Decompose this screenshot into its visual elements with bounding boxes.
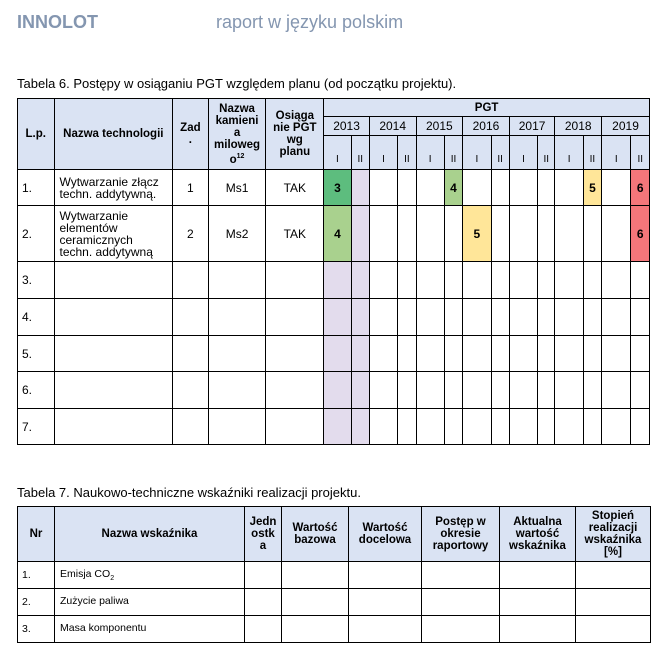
table-row	[18, 170, 650, 206]
pgt-cell	[602, 372, 631, 409]
task-number	[173, 336, 208, 372]
indicator-value-cell	[245, 616, 282, 643]
pgt-progress-table	[17, 98, 650, 445]
indicator-value-cell	[576, 562, 651, 589]
task-number	[173, 372, 208, 409]
indicator-name: Zużycie paliwa	[55, 589, 245, 616]
half-year-header: II	[538, 135, 555, 170]
half-year-header: I	[324, 135, 351, 170]
indicator-col-header: Jedn ostk a	[245, 507, 282, 562]
indicator-value-cell	[245, 562, 282, 589]
table-row	[18, 262, 650, 299]
indicator-name: Emisja $CO_2$	[55, 562, 245, 589]
pgt-cell	[369, 206, 397, 262]
pgt-cell	[351, 262, 369, 299]
pgt-cell	[583, 206, 601, 262]
indicator-number: 1.	[18, 562, 55, 589]
technology-name: Wytwarzanie elementów ceramicznych techn. addytywną	[54, 206, 173, 262]
row-number: 4.	[18, 299, 55, 336]
pgt-cell	[324, 409, 351, 445]
pgt-cell	[324, 262, 351, 299]
pgt-level-mark: 5	[583, 170, 601, 206]
pgt-cell	[416, 336, 444, 372]
indicator-col-header: Wartość docelowa	[349, 507, 422, 562]
pgt-level-mark: 6	[631, 170, 650, 206]
indicator-row	[18, 589, 651, 616]
pgt-cell	[351, 299, 369, 336]
pgt-cell	[491, 206, 509, 262]
table-row	[18, 336, 650, 372]
pgt-cell	[416, 299, 444, 336]
pgt-achieved: TAK	[266, 206, 324, 262]
technology-name: Wytwarzanie złącz techn. addytywną.	[54, 170, 173, 206]
pgt-cell	[602, 262, 631, 299]
indicator-value-cell	[500, 562, 576, 589]
pgt-cell	[509, 372, 537, 409]
pgt-cell	[444, 206, 462, 262]
pgt-cell	[538, 206, 555, 262]
pgt-cell	[555, 409, 583, 445]
year-header: 2016	[463, 117, 510, 135]
half-year-header: I	[463, 135, 491, 170]
pgt-cell	[602, 206, 631, 262]
pgt-cell	[509, 409, 537, 445]
pgt-cell	[583, 299, 601, 336]
row-number: 5.	[18, 336, 55, 372]
pgt-cell	[444, 409, 462, 445]
task-number	[173, 299, 208, 336]
pgt-cell	[491, 372, 509, 409]
company-name: INNOLOT	[17, 12, 98, 32]
milestone-name: Ms2	[208, 206, 266, 262]
indicator-col-header: Aktualna wartość wskaźnika	[500, 507, 576, 562]
pgt-level-mark: 4	[324, 206, 351, 262]
pgt-cell	[398, 206, 416, 262]
half-year-header: II	[444, 135, 462, 170]
indicator-col-header: Nr	[18, 507, 55, 562]
pgt-cell	[631, 299, 650, 336]
pgt-cell	[398, 372, 416, 409]
pgt-cell	[538, 336, 555, 372]
indicator-value-cell	[576, 616, 651, 643]
col-header-pgt-achieved: Osiąga nie PGT wg planu	[266, 99, 324, 170]
year-header: 2014	[369, 117, 416, 135]
indicator-value-cell	[245, 589, 282, 616]
pgt-cell	[538, 262, 555, 299]
pgt-cell	[583, 336, 601, 372]
pgt-cell	[463, 299, 491, 336]
pgt-cell	[631, 336, 650, 372]
pgt-cell	[555, 206, 583, 262]
pgt-cell	[509, 336, 537, 372]
pgt-cell	[369, 299, 397, 336]
pgt-level-mark: 4	[444, 170, 462, 206]
pgt-achieved: TAK	[266, 170, 324, 206]
table-row	[18, 409, 650, 445]
pgt-cell	[538, 170, 555, 206]
pgt-achieved	[266, 262, 324, 299]
indicator-number: 2.	[18, 589, 55, 616]
pgt-cell	[509, 206, 537, 262]
year-header: 2019	[602, 117, 650, 135]
pgt-cell	[583, 262, 601, 299]
year-header: 2017	[509, 117, 555, 135]
half-year-header: I	[369, 135, 397, 170]
half-year-header: II	[631, 135, 650, 170]
indicator-value-cell	[422, 589, 500, 616]
milestone-name	[208, 299, 266, 336]
table7-caption: Tabela 7. Naukowo-techniczne wskaźniki realizacji projektu.	[17, 485, 361, 500]
pgt-cell	[631, 409, 650, 445]
col-header-lp: L.p.	[18, 99, 55, 170]
row-number: 3.	[18, 262, 55, 299]
pgt-cell	[398, 409, 416, 445]
milestone-name	[208, 262, 266, 299]
pgt-cell	[398, 262, 416, 299]
row-number: 7.	[18, 409, 55, 445]
indicator-col-header: Stopień realizacji wskaźnika [%]	[576, 507, 651, 562]
pgt-cell	[631, 372, 650, 409]
pgt-cell	[463, 170, 491, 206]
pgt-cell	[509, 262, 537, 299]
pgt-cell	[416, 262, 444, 299]
pgt-cell	[369, 372, 397, 409]
pgt-cell	[583, 409, 601, 445]
pgt-cell	[491, 262, 509, 299]
pgt-cell	[602, 299, 631, 336]
table6-caption: Tabela 6. Postępy w osiąganiu PGT względem planu (od początku projektu).	[17, 76, 457, 91]
pgt-cell	[416, 170, 444, 206]
pgt-cell	[631, 262, 650, 299]
pgt-cell	[463, 409, 491, 445]
col-header-pgt: PGT	[324, 99, 650, 117]
task-number	[173, 262, 208, 299]
indicator-value-cell	[282, 589, 349, 616]
task-number: 2	[173, 206, 208, 262]
pgt-cell	[555, 262, 583, 299]
pgt-cell	[351, 206, 369, 262]
half-year-header: II	[583, 135, 601, 170]
half-year-header: I	[509, 135, 537, 170]
pgt-cell	[324, 372, 351, 409]
indicator-value-cell	[422, 562, 500, 589]
pgt-cell	[463, 372, 491, 409]
technology-name	[54, 409, 173, 445]
pgt-cell	[509, 170, 537, 206]
pgt-achieved	[266, 299, 324, 336]
milestone-name: Ms1	[208, 170, 266, 206]
indicator-col-header: Postęp w okresie raportowy	[422, 507, 500, 562]
table-row	[18, 206, 650, 262]
indicator-value-cell	[349, 589, 422, 616]
pgt-cell	[351, 170, 369, 206]
pgt-achieved	[266, 372, 324, 409]
pgt-cell	[555, 372, 583, 409]
half-year-header: I	[416, 135, 444, 170]
task-number: 1	[173, 170, 208, 206]
pgt-cell	[398, 299, 416, 336]
pgt-cell	[369, 262, 397, 299]
pgt-cell	[491, 170, 509, 206]
half-year-header: I	[555, 135, 583, 170]
indicator-value-cell	[282, 562, 349, 589]
pgt-cell	[538, 409, 555, 445]
pgt-level-mark: 3	[324, 170, 351, 206]
pgt-level-mark: 6	[631, 206, 650, 262]
pgt-cell	[555, 299, 583, 336]
milestone-name	[208, 336, 266, 372]
pgt-level-mark: 5	[463, 206, 491, 262]
pgt-cell	[538, 299, 555, 336]
half-year-header: II	[491, 135, 509, 170]
half-year-header: II	[398, 135, 416, 170]
pgt-cell	[416, 206, 444, 262]
pgt-cell	[369, 409, 397, 445]
pgt-cell	[444, 299, 462, 336]
technology-name	[54, 336, 173, 372]
technology-name	[54, 299, 173, 336]
indicators-table	[17, 506, 651, 643]
pgt-cell	[324, 299, 351, 336]
indicator-row	[18, 562, 651, 589]
half-year-header: II	[351, 135, 369, 170]
pgt-cell	[444, 336, 462, 372]
indicator-value-cell	[349, 562, 422, 589]
pgt-cell	[491, 299, 509, 336]
pgt-cell	[369, 336, 397, 372]
indicator-value-cell	[282, 616, 349, 643]
indicator-value-cell	[576, 589, 651, 616]
year-header: 2015	[416, 117, 463, 135]
year-header: 2018	[555, 117, 602, 135]
year-header: 2013	[324, 117, 370, 135]
milestone-name	[208, 372, 266, 409]
pgt-cell	[509, 299, 537, 336]
pgt-cell	[555, 336, 583, 372]
col-header-milestone: Nazwa kamieni a miloweg $o^{12}$	[208, 99, 266, 170]
pgt-cell	[555, 170, 583, 206]
row-number: 1.	[18, 170, 55, 206]
indicator-value-cell	[500, 589, 576, 616]
task-number	[173, 409, 208, 445]
pgt-cell	[583, 372, 601, 409]
pgt-cell	[491, 409, 509, 445]
pgt-cell	[369, 170, 397, 206]
half-year-header: I	[602, 135, 631, 170]
milestone-name	[208, 409, 266, 445]
row-number: 6.	[18, 372, 55, 409]
pgt-achieved	[266, 336, 324, 372]
pgt-cell	[538, 372, 555, 409]
row-number: 2.	[18, 206, 55, 262]
pgt-cell	[398, 170, 416, 206]
indicator-value-cell	[349, 616, 422, 643]
col-header-zad: Zad .	[173, 99, 208, 170]
pgt-cell	[602, 170, 631, 206]
table-row	[18, 299, 650, 336]
indicator-name: Masa komponentu	[55, 616, 245, 643]
pgt-cell	[444, 372, 462, 409]
pgt-achieved	[266, 409, 324, 445]
pgt-cell	[416, 372, 444, 409]
indicator-col-header: Nazwa wskaźnika	[55, 507, 245, 562]
pgt-cell	[491, 336, 509, 372]
indicator-row	[18, 616, 651, 643]
pgt-cell	[444, 262, 462, 299]
report-language-label: raport w języku polskim	[216, 12, 404, 32]
pgt-cell	[416, 409, 444, 445]
pgt-cell	[324, 336, 351, 372]
pgt-cell	[398, 336, 416, 372]
col-header-technology: Nazwa technologii	[54, 99, 173, 170]
pgt-cell	[602, 336, 631, 372]
pgt-cell	[351, 372, 369, 409]
pgt-cell	[351, 409, 369, 445]
indicator-col-header: Wartość bazowa	[282, 507, 349, 562]
technology-name	[54, 262, 173, 299]
pgt-cell	[351, 336, 369, 372]
pgt-cell	[602, 409, 631, 445]
indicator-value-cell	[500, 616, 576, 643]
pgt-cell	[463, 262, 491, 299]
indicator-number: 3.	[18, 616, 55, 643]
table-row	[18, 372, 650, 409]
indicator-value-cell	[422, 616, 500, 643]
pgt-cell	[463, 336, 491, 372]
technology-name	[54, 372, 173, 409]
